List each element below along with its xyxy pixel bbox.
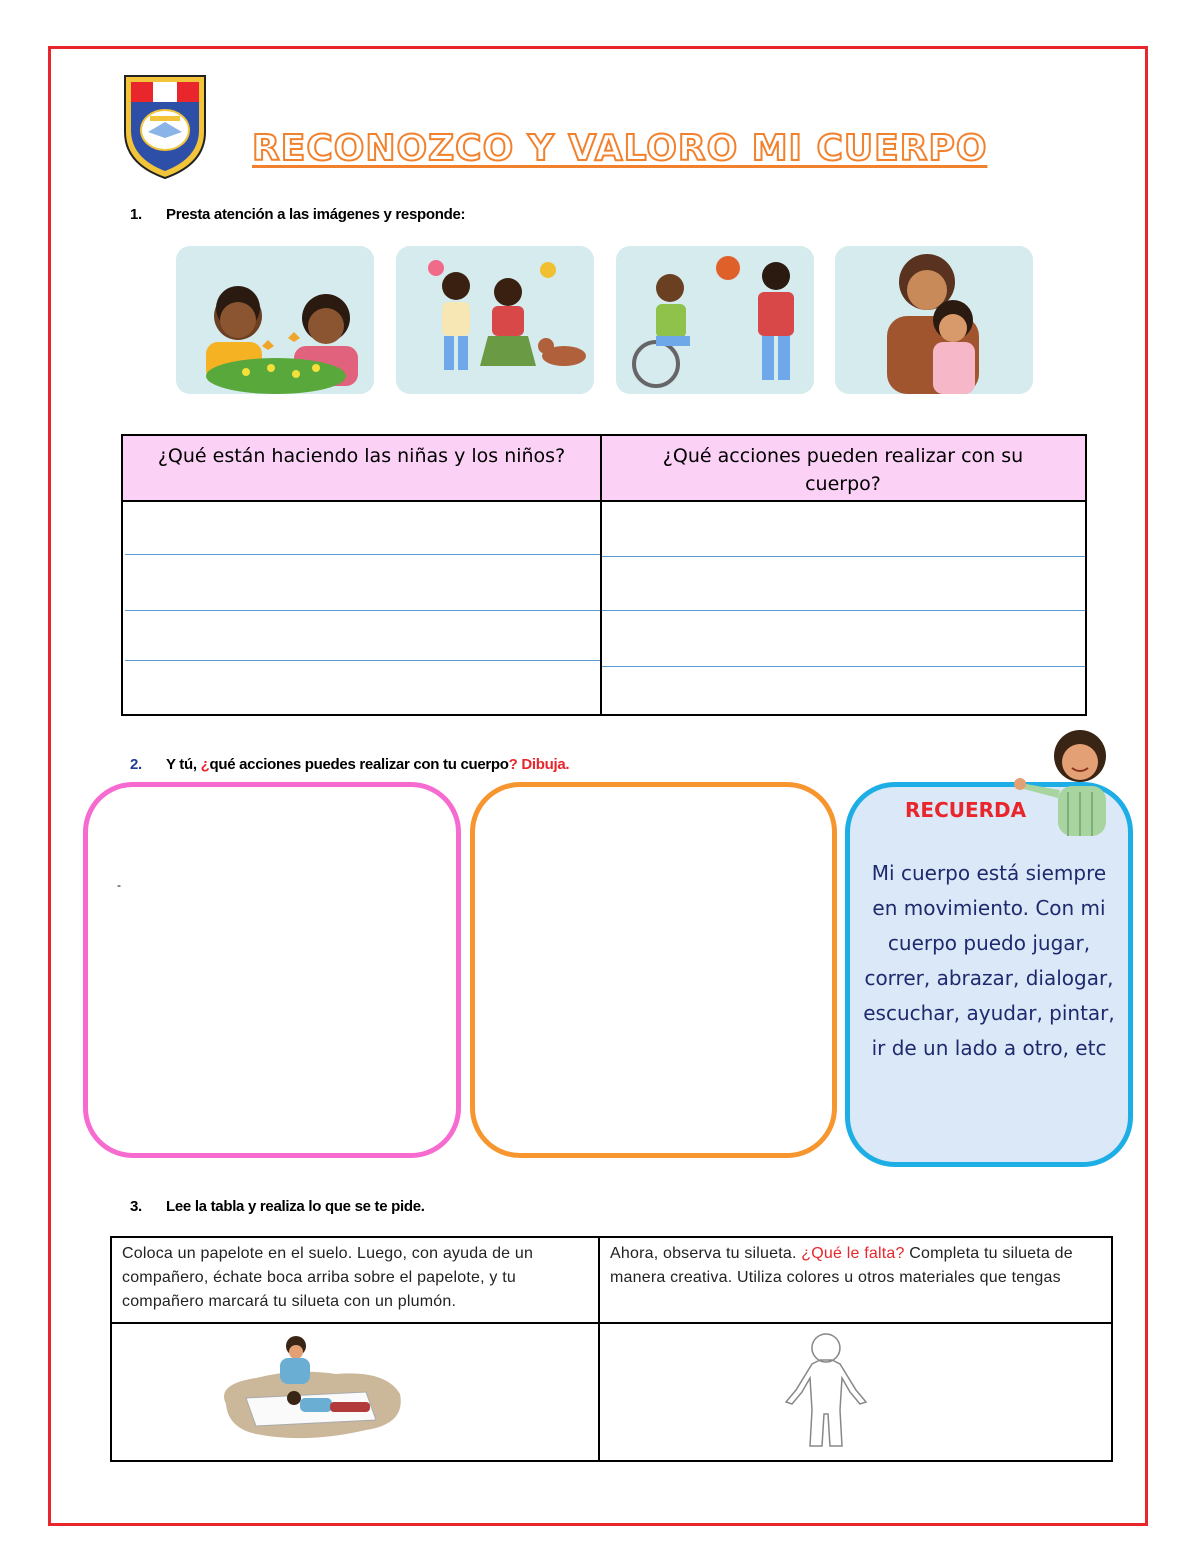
answer-line[interactable] bbox=[125, 610, 600, 611]
instruction-right-text-start: Ahora, observa tu silueta. bbox=[610, 1245, 802, 1262]
section1-number: 1. bbox=[130, 206, 142, 223]
table-header-what-are-they-doing: ¿Qué están haciendo las niñas y los niños? bbox=[157, 445, 566, 467]
answer-line[interactable] bbox=[602, 666, 1085, 667]
section3-heading bbox=[130, 1198, 425, 1215]
instruction-right-question: ¿Qué le falta? bbox=[801, 1245, 905, 1262]
image-children-pinwheels bbox=[396, 246, 594, 394]
section3-text: Lee la tabla y realiza lo que se te pide. bbox=[166, 1198, 425, 1215]
stray-mark: - bbox=[117, 878, 121, 892]
instruction-right-text-end: Completa tu silueta de manera creativa. Utiliza colores u otros materiales que tengas bbox=[610, 1245, 1073, 1286]
image-children-butterflies bbox=[176, 246, 374, 394]
section1-text: Presta atención a las imágenes y responde: bbox=[166, 206, 466, 223]
activities-table bbox=[121, 434, 1087, 716]
recuerda-title: RECUERDA bbox=[905, 798, 1027, 822]
section2-text-start: Y tú, bbox=[166, 756, 201, 773]
school-crest-logo bbox=[120, 72, 210, 180]
girl-pointing-illustration bbox=[1010, 728, 1130, 836]
answer-line[interactable] bbox=[125, 554, 600, 555]
page-title: RECONOZCO Y VALORO MI CUERPO bbox=[252, 128, 988, 169]
instruction-right-text bbox=[610, 1242, 1100, 1290]
activities-table-divider bbox=[600, 436, 602, 714]
section2-number: 2. bbox=[130, 756, 142, 773]
section3-number: 3. bbox=[130, 1198, 142, 1215]
children-tracing-silhouette-illustration bbox=[216, 1334, 406, 1446]
section2-heading bbox=[130, 756, 569, 773]
answer-line[interactable] bbox=[602, 556, 1085, 557]
image-children-playing-ball bbox=[616, 246, 814, 394]
table-header-actions-with-body: ¿Qué acciones pueden realizar con su cuerpo? bbox=[662, 445, 1024, 495]
drawing-box-1[interactable] bbox=[83, 782, 461, 1158]
section2-question: qué acciones puedes realizar con tu cuerpo bbox=[209, 756, 509, 773]
section1-heading bbox=[130, 206, 465, 223]
instructions-table-col-divider bbox=[598, 1238, 600, 1460]
instruction-left-text: Coloca un papelote en el suelo. Luego, con ayuda de un compañero, échate boca arriba sobre el papelote, y tu compañero marcará tu silueta con un plumón. bbox=[122, 1245, 534, 1310]
section2-dibuja: ? Dibuja. bbox=[508, 756, 570, 773]
image-mother-hugging-girl bbox=[835, 246, 1033, 394]
answer-line[interactable] bbox=[125, 660, 600, 661]
instructions-table bbox=[110, 1236, 1113, 1462]
instructions-table-row-divider bbox=[112, 1322, 1111, 1324]
body-silhouette-outline bbox=[776, 1330, 876, 1450]
recuerda-text: Mi cuerpo está siempre en movimiento. Con mi cuerpo puedo jugar, correr, abrazar, dialogar, escuchar, ayudar, pintar, ir de un lado a otro, etc bbox=[863, 861, 1115, 1060]
drawing-box-2[interactable] bbox=[470, 782, 837, 1158]
section2-question-mark-open: ¿ bbox=[200, 756, 210, 773]
answer-line[interactable] bbox=[602, 610, 1085, 611]
